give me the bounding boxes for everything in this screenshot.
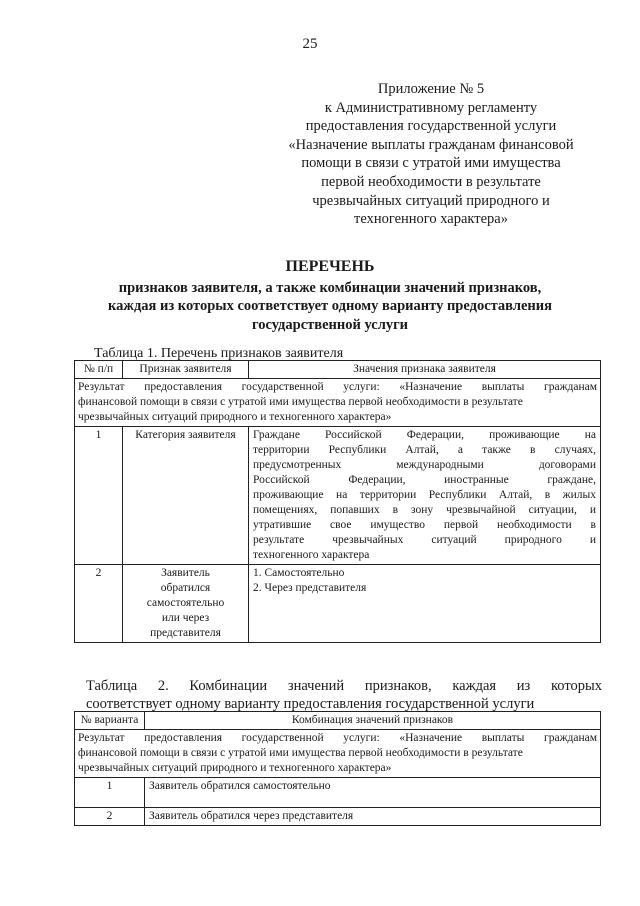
- page-number: 25: [302, 36, 318, 52]
- result-line: финансовой помощи в связи с утратой ими имущества первой необходимости в результате: [78, 396, 523, 408]
- title-line: каждая из которых соответствует одному варианту предоставления: [108, 298, 552, 314]
- header-variant: № варианта: [75, 712, 145, 730]
- appendix-line: техногенного характера»: [353, 211, 508, 228]
- result-line: финансовой помощи в связи с утратой ими имущества первой необходимости в результате: [78, 747, 523, 759]
- result-cell: [75, 379, 601, 427]
- value-line: Граждане Российской Федерации, проживающие на: [253, 429, 596, 441]
- value-item: 2. Через представителя: [253, 582, 367, 594]
- appendix-line: Приложение № 5: [377, 81, 485, 97]
- row-num: 1: [75, 778, 145, 808]
- result-line: чрезвычайных ситуаций природного и техногенного характера»: [78, 762, 392, 774]
- row-num: 2: [75, 808, 145, 826]
- row-value: Заявитель обратился самостоятельно: [145, 778, 601, 808]
- row-feature: Заявитель обратился самостоятельно или через представителя: [123, 565, 249, 643]
- result-cell: [75, 730, 601, 778]
- title-heading: ПЕРЕЧЕНЬ: [285, 258, 375, 275]
- value-line: утратившие свое имущество первой необходимости в: [253, 519, 596, 531]
- result-row: [75, 379, 601, 427]
- appendix-line: «Назначение выплаты гражданам финансовой: [288, 136, 574, 153]
- header-combination: Комбинация значений признаков: [145, 712, 601, 730]
- header-values: Значения признака заявителя: [249, 361, 601, 379]
- table2-caption: [86, 677, 602, 713]
- result-line: чрезвычайных ситуаций природного и техногенного характера»: [78, 411, 392, 423]
- result-line: Результат предоставления государственной услуги: «Назначение выплаты гражданам: [78, 732, 597, 744]
- value-line: территории Республики Алтай, а также в случаях,: [253, 444, 596, 456]
- document-title: [70, 258, 590, 334]
- row-num: 2: [75, 565, 123, 643]
- table-header-row: [75, 361, 601, 379]
- appendix-block: [258, 80, 604, 229]
- table-row: [75, 778, 601, 808]
- table-row: [75, 427, 601, 565]
- value-line: проживающие на территории Республики Алтай, в жилых: [253, 489, 596, 501]
- caption-line: Таблица 2. Комбинации значений признаков, каждая из которых: [86, 678, 602, 694]
- row-num: 1: [75, 427, 123, 565]
- row-feature: Категория заявителя: [123, 427, 249, 565]
- value-line: результате чрезвычайных ситуаций природного и: [253, 534, 596, 546]
- value-line: Российской Федерации, иностранные граждане,: [253, 474, 596, 486]
- title-line: государственной услуги: [251, 316, 409, 333]
- table-header-row: [75, 712, 601, 730]
- header-feature: Признак заявителя: [123, 361, 249, 379]
- header-num: № п/п: [75, 361, 123, 379]
- table1-caption: Таблица 1. Перечень признаков заявителя: [94, 346, 344, 361]
- table-row: [75, 565, 601, 643]
- table-applicant-features: [74, 360, 601, 643]
- appendix-line: помощи в связи с утратой ими имущества: [301, 155, 561, 172]
- title-line: признаков заявителя, а также комбинации значений признаков,: [118, 279, 542, 296]
- appendix-line: чрезвычайных ситуаций природного и: [312, 192, 550, 209]
- table-feature-combinations: [74, 711, 601, 826]
- row-values: [249, 565, 601, 643]
- table-row: [75, 808, 601, 826]
- value-line: помещениях, попавших в зону чрезвычайной ситуации, и: [253, 504, 596, 516]
- value-item: 1. Самостоятельно: [253, 567, 345, 579]
- row-values: [249, 427, 601, 565]
- row-value: Заявитель обратился через представителя: [145, 808, 601, 826]
- appendix-line: к Административному регламенту: [324, 99, 538, 116]
- value-line: техногенного характера: [253, 549, 370, 561]
- result-row: [75, 730, 601, 778]
- result-line: Результат предоставления государственной услуги: «Назначение выплаты гражданам: [78, 381, 597, 393]
- appendix-line: предоставления государственной услуги: [305, 118, 557, 135]
- appendix-line: первой необходимости в результате: [321, 173, 541, 190]
- value-line: предусмотренных международными договорами: [253, 459, 596, 471]
- caption-line: соответствует одному варианту предоставления государственной услуги: [86, 696, 535, 712]
